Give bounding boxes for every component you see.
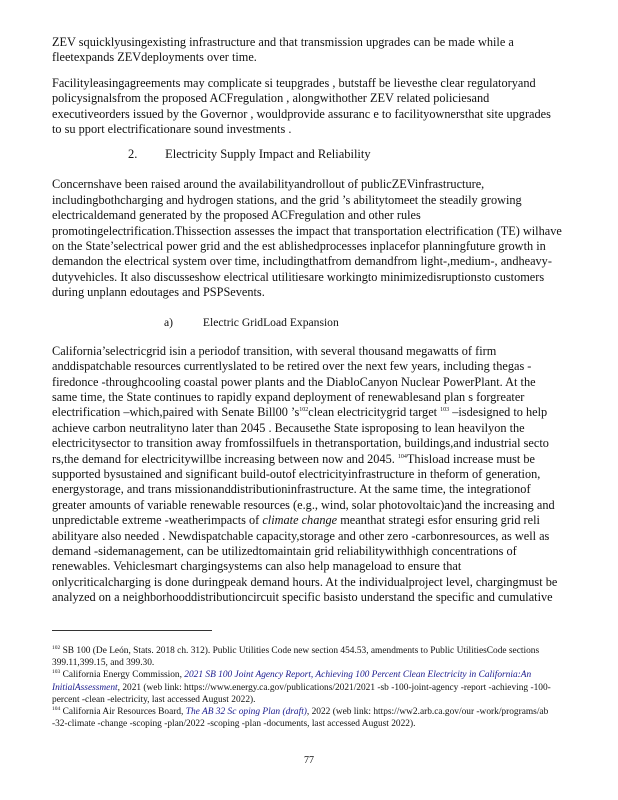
paragraph-california-grid bbox=[52, 344, 562, 606]
footnote-ref-104: 104 bbox=[397, 453, 407, 460]
page-body bbox=[52, 35, 562, 606]
section-heading-electricity-supply bbox=[128, 147, 562, 162]
footnote-ref-103: 103 bbox=[440, 407, 450, 414]
footnote-divider bbox=[52, 630, 212, 631]
footnote-link-title[interactable]: 2021 SB 100 Joint Agency Report, Achieving 100 Percent Clean Electricity in California:An InitialAssessment bbox=[52, 670, 532, 693]
footnotes bbox=[52, 645, 564, 730]
footnote-text: , 2021 (web link: https://www.energy.ca.gov/publications/2021/2021 -sb -100-joint-agency -report -achieving -100-percent -clean -electricity, last accessed August 2022). bbox=[52, 682, 551, 705]
paragraph-zev-fleet: ZEV squicklyusingexisting infrastructure and that transmission upgrades can be made while a fleetexpands ZEVdeployments over time. bbox=[52, 35, 514, 65]
footnote-102 bbox=[52, 645, 564, 669]
page-number: 77 bbox=[304, 755, 314, 766]
italic-text: climate change bbox=[262, 513, 338, 528]
section-number: 2. bbox=[128, 147, 138, 162]
text-run: meanthat strategi esfor ensuring grid reli abilityare also needed . Newdispatchable capacity,storage and other zero -carbonresources, as well as demand -sidemanagement, can be utilizedtomaintain grid reliabilitywithhigh concentrations of renewables. Vehiclesmart chargingsystems can also help manageload to ensure that onlycriticalcharging is done duringpeak demand hours. At the individualproject level, chargingmust be analyzed on a neighborhooddistributioncircuit specific basisto understand the specific and cumulative bbox=[52, 513, 558, 605]
section-title: Electricity Supply Impact and Reliability bbox=[165, 147, 371, 162]
text-run: –isdesigned to help achieve carbon neutralityno later than 2045 . Becausethe State isproposing to lean heavilyon the electricitysector to transition away fromfossilfuels in thetransportation, buildings,and industrial secto rs,the demand for electricitywillbe increasing between now and 2045. bbox=[52, 405, 549, 466]
footnote-text: California Air Resources Board, bbox=[62, 707, 184, 718]
footnote-text: California Energy Commission, bbox=[62, 670, 182, 681]
subsection-heading-grid-load bbox=[164, 316, 562, 329]
footnote-number: 102 bbox=[52, 644, 61, 651]
footnote-104 bbox=[52, 706, 564, 730]
footnote-ref-102: 102 bbox=[299, 407, 309, 414]
text-run: clean electricitygrid target bbox=[308, 405, 438, 420]
subsection-number: a) bbox=[164, 315, 174, 329]
text-run: Thisload increase must be supported bysustained and significant build-outof electricityinfrastructure in theform of generation, energystorage, and trans missionanddistributioninfrastructure. At the same time, the integrationof greater amounts of variable renewable resources (e.g., wind, solar photovoltaic)and the increasing and unpredictable extreme -weatherimpacts of bbox=[52, 451, 555, 528]
text-run: California’selectricgrid isin a periodof transition, with several thousand megawatts of firm anddispatchable resources currentlyslated to be retired over the next few years, including thegas -firedonce -throughcooling coastal power plants and the DiabloCanyon Nuclear PowerPlant. At the same time, the State continues to rapidly expand deployment of renewablesand plan s forgreater electrification –which,paired with Senate Bill00 ’s bbox=[52, 343, 536, 420]
paragraph-facility-leasing: Facilityleasingagreements may complicate si teupgrades , butstaff be lievesthe clear regulatoryand policysignalsfrom the proposed ACFregulation , alongwithother ZEV related policiesand executiveorders issued by the Governor , wouldprovide assuranc e to facilityownersthat site upgrades to su pport electrificationare sound investments . bbox=[52, 75, 551, 137]
footnote-number: 104 bbox=[52, 705, 61, 712]
subsection-title: Electric GridLoad Expansion bbox=[202, 315, 339, 329]
footnote-text: , 2022 (web link: https://ww2.arb.ca.gov/our -work/programs/ab -32-climate -change -scoping -plan/2022 -scoping -plan -documents, last accessed August 2022). bbox=[52, 707, 549, 730]
paragraph-concerns: Concernshave been raised around the availabilityandrollout of publicZEVinfrastructure, includingbothcharging and hydrogen stations, and the grid ’s abilitytomeet the steadily growing electricaldemand generated by the proposed ACFregulation and other rules promotingelectrification.Thissection assesses the impact that transportation electrification (TE) wilhave on the State’selectrical power grid and the est ablishedprocesses inplacefor planningfuture growth in demandon the electrical system over time, includingthatfrom demandfrom light-,medium-, andheavy-dutyvehicles. It also discusseshow electrical utilitiesare workingto minimizedisruptionsto customers during unplann edoutages and PSPSevents. bbox=[52, 177, 562, 300]
footnote-number: 103 bbox=[52, 669, 61, 676]
footnote-103 bbox=[52, 669, 564, 706]
footnote-text: SB 100 (De León, Stats. 2018 ch. 312). Public Utilities Code new section 454.53, amendments to Public UtilitiesCode sections 399.11,399.15, and 399.30. bbox=[52, 646, 540, 669]
footnote-link-title[interactable]: The AB 32 Sc oping Plan (draft) bbox=[185, 707, 307, 718]
